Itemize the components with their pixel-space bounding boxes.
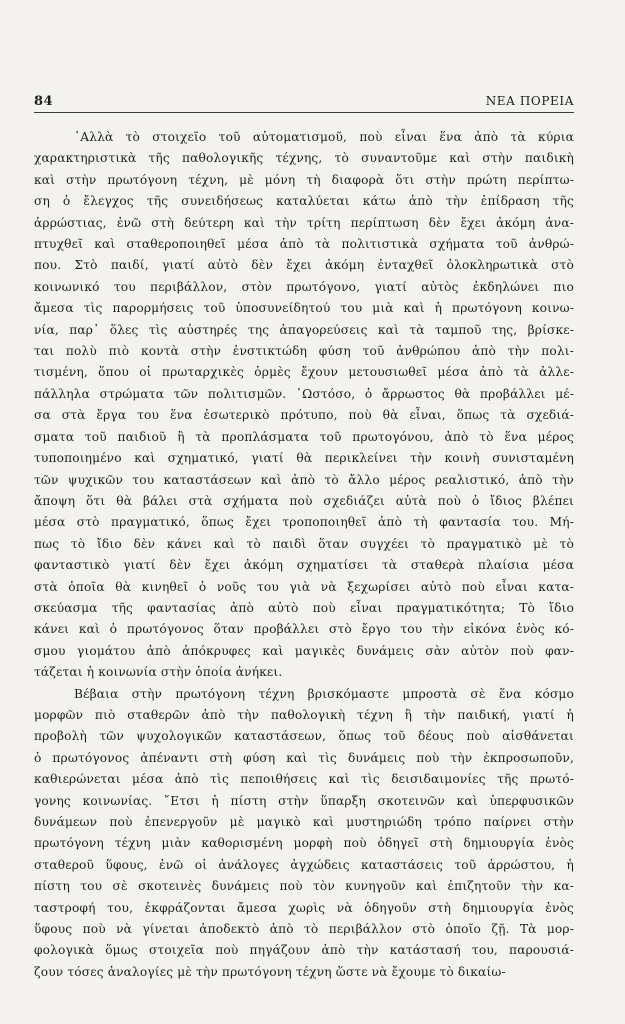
text-line: πάλληλα στρώματα τῶν πολιτισμῶν. ῾Ωστόσο, ὁ ἄρρωστος θὰ προβάλλει μέ-	[34, 386, 574, 401]
text-line: πρωτόγονη τέχνη μιὰν καθορισμένη μορφὴ ποὺ ὁδηγεῖ στὴ δημιουργία ἑνὸς	[34, 836, 574, 851]
text-line: ση ὁ ἔλεγχος τῆς συνειδήσεως καταλύεται κάτω ἀπὸ τὴν ἐπίδραση τῆς	[34, 194, 574, 209]
text-line: πίστη του σὲ σκοτεινὲς δυνάμεις ποὺ τὸν κυνηγοῦν καὶ ἐπιζητοῦν τὴν κα-	[34, 879, 574, 894]
text-line: ταστροφή του, ἐκφράζονται ἄμεσα χωρὶς νὰ ὁδηγοῦν στὴ δημιουργία ἑνὸς	[34, 900, 574, 915]
text-line: καὶ στὴν πρωτόγονη τέχνη, μὲ μόνη τὴ διαφορὰ ὅτι στὴν πρώτη περίπτω-	[34, 172, 574, 187]
text-line: φολογικὰ ὅμως στοιχεῖα ποὺ πηγάζουν ἀπὸ τὴν κατάστασή του, παρουσιά-	[34, 943, 574, 958]
text-line: προβολὴ τῶν ψυχολογικῶν καταστάσεων, ὅπως τοῦ δέους ποὺ αἰσθάνεται	[34, 729, 574, 744]
text-line: ὕφους ποὺ νὰ γίνεται ἀποδεκτὸ ἀπὸ τὸ περιβάλλον στὸ ὁποῖο ζῇ. Τὰ μορ-	[34, 922, 574, 937]
running-head: ΝΕΑ ΠΟΡΕΙΑ	[485, 94, 574, 108]
text-line: Βέβαια στὴν πρωτόγονη τέχνη βρισκόμαστε μπροστὰ σὲ ἕνα κόσμο	[74, 686, 574, 701]
text-line: ται πολὺ πιὸ κοντὰ στὴν ἐνστικτώδη φύση τοῦ ἀνθρώπου ἀπὸ τὴν πολι-	[34, 344, 574, 359]
text-line: ᾿Αλλὰ τὸ στοιχεῖο τοῦ αὐτοματισμοῦ, ποὺ εἶναι ἕνα ἀπὸ τὰ κύρια	[74, 130, 574, 144]
text-line: χαρακτηριστικὰ τῆς παθολογικῆς τέχνης, τὸ συναντοῦμε καὶ στὴν παιδικὴ	[34, 151, 574, 166]
text-line: γονης κοινωνίας. ῎Ετσι ἡ πίστη στὴν ὕπαρξη σκοτεινῶν καὶ ὑπερφυσικῶν	[34, 793, 574, 808]
text-line: σα στὰ ἔργα του ἕνα ἐσωτερικὸ πρότυπο, ποὺ θὰ εἶναι, ὅπως τὰ σχεδιά-	[34, 408, 574, 423]
text-line: μορφῶν πιὸ σταθερῶν ἀπὸ τὴν παθολογικὴ τέχνη ἢ τὴν παιδική, γιατί ἡ	[34, 707, 574, 722]
text-line: φανταστικὸ γιατί δὲν ἔχει ἀκόμη σχηματίσει τὰ σταθερὰ πλαίσια μέσα	[34, 558, 574, 573]
text-line: δυνάμεων ποὺ ἐπενεργοῦν μὲ μαγικὸ καὶ μυστηριώδη τρόπο παίρνει στὴν	[34, 815, 574, 829]
paragraph	[34, 684, 574, 984]
text-line: ὁ πρωτόγονος ἀπέναντι στὴ φύση καὶ τὶς δυνάμεις ποὺ τὴν ἐκπροσωποῦν,	[34, 750, 574, 765]
text-line: σταθεροῦ ὕφους, ἐνῶ οἱ ἀνάλογες ἀγχώδεις καταστάσεις τοῦ ἀρρώστου, ἡ	[34, 857, 574, 872]
text-line: σκεύασμα τῆς φαντασίας ἀπὸ αὐτὸ ποὺ εἶναι πραγματικότητα; Τὸ ἴδιο	[34, 600, 574, 615]
text-line: μέσα στὸ πραγματικό, ὅπως ἔχει τροποποιηθεῖ ἀπὸ τὴ φαντασία του. Μή-	[34, 515, 574, 530]
page-number: 84	[34, 94, 54, 109]
text-line: καθιερώνεται μέσα ἀπὸ τὶς πεποιθήσεις καὶ τὶς δεισιδαιμονίες τῆς πρωτό-	[34, 772, 574, 787]
body-text	[34, 127, 574, 983]
text-line: τισμένη, ὅπου οἱ πρωταρχικὲς ὁρμὲς ἔχουν μετουσιωθεῖ μέσα ἀπὸ τὰ ἀλλε-	[34, 365, 574, 380]
text-line: κοινωνικό του περιβάλλον, στὸν πρωτόγονο, γιατί αὐτὸς ἐκδηλώνει πιο	[34, 279, 574, 294]
page-header	[34, 94, 574, 113]
paragraph	[34, 127, 574, 684]
text-line: τυποποιημένο καὶ σχηματικό, γιατί θὰ περικλείνει τὴν κοινὴ συνισταμένη	[34, 451, 574, 466]
text-line: στὰ ὁποῖα θὰ κινηθεῖ ὁ νοῦς του γιὰ νὰ ξεχωρίσει αὐτὸ ποὺ εἶναι κατα-	[34, 579, 574, 594]
text-line: πτυχθεῖ καὶ σταθεροποιηθεῖ μέσα ἀπὸ τὰ πολιτιστικὰ σχήματα τοῦ ἀνθρώ-	[34, 237, 574, 252]
text-line: σμου γιομάτου ἀπὸ ἀπόκρυφες καὶ μαγικὲς δυνάμεις σὰν αὐτὸν ποὺ φαν-	[34, 643, 574, 658]
text-line: που. Στὸ παιδί, γιατί αὐτὸ δὲν ἔχει ἀκόμη ἐνταχθεῖ ὁλοκληρωτικὰ στὸ	[34, 258, 574, 273]
text-line: τάζεται ἡ κοινωνία στὴν ὁποία ἀνήκει.	[34, 665, 283, 680]
text-line: ἄποψη ὅτι θὰ βάλει στὰ σχήματα ποὺ σχεδιάζει αὐτὰ ποὺ ὁ ἴδιος βλέπει	[34, 493, 574, 508]
text-line: πως τὸ ἴδιο δὲν κάνει καὶ τὸ παιδὶ ὅταν συγχέει τὸ πραγματικὸ μὲ τὸ	[34, 536, 574, 551]
text-line: σματα τοῦ παιδιοῦ ἢ τὰ προπλάσματα τοῦ πρωτογόνου, ἀπὸ τὸ ἕνα μέρος	[34, 429, 574, 444]
text-line: κάνει καὶ ὁ πρωτόγονος ὅταν προβάλλει στὸ ἔργο του τὴν εἰκόνα ἑνὸς κό-	[34, 622, 574, 637]
text-line: νία, παρ᾿ ὅλες τὶς αὐστηρές της ἀπαγορεύσεις καὶ τὰ ταμποῦ της, βρίσκε-	[34, 322, 574, 337]
text-line: ζουν τόσες ἀναλογίες μὲ τὴν πρωτόγονη τέχνη ὥστε νὰ ἔχουμε τὸ δικαίω-	[34, 964, 506, 979]
text-line: τῶν ψυχικῶν του καταστάσεων καὶ ἀπὸ τὸ ἄλλο μέρος ρεαλιστικό, ἀπὸ τὴν	[34, 472, 574, 487]
text-line: ἄμεσα τὶς παρορμήσεις τοῦ ὑποσυνείδητού του μιὰ καὶ ἡ πρωτόγονη κοινω-	[34, 301, 574, 316]
text-line: ἀρρώστιας, ἐνῶ στὴ δεύτερη καὶ τὴν τρίτη περίπτωση δὲν ἔχει ἀκόμη ἀνα-	[34, 215, 574, 230]
